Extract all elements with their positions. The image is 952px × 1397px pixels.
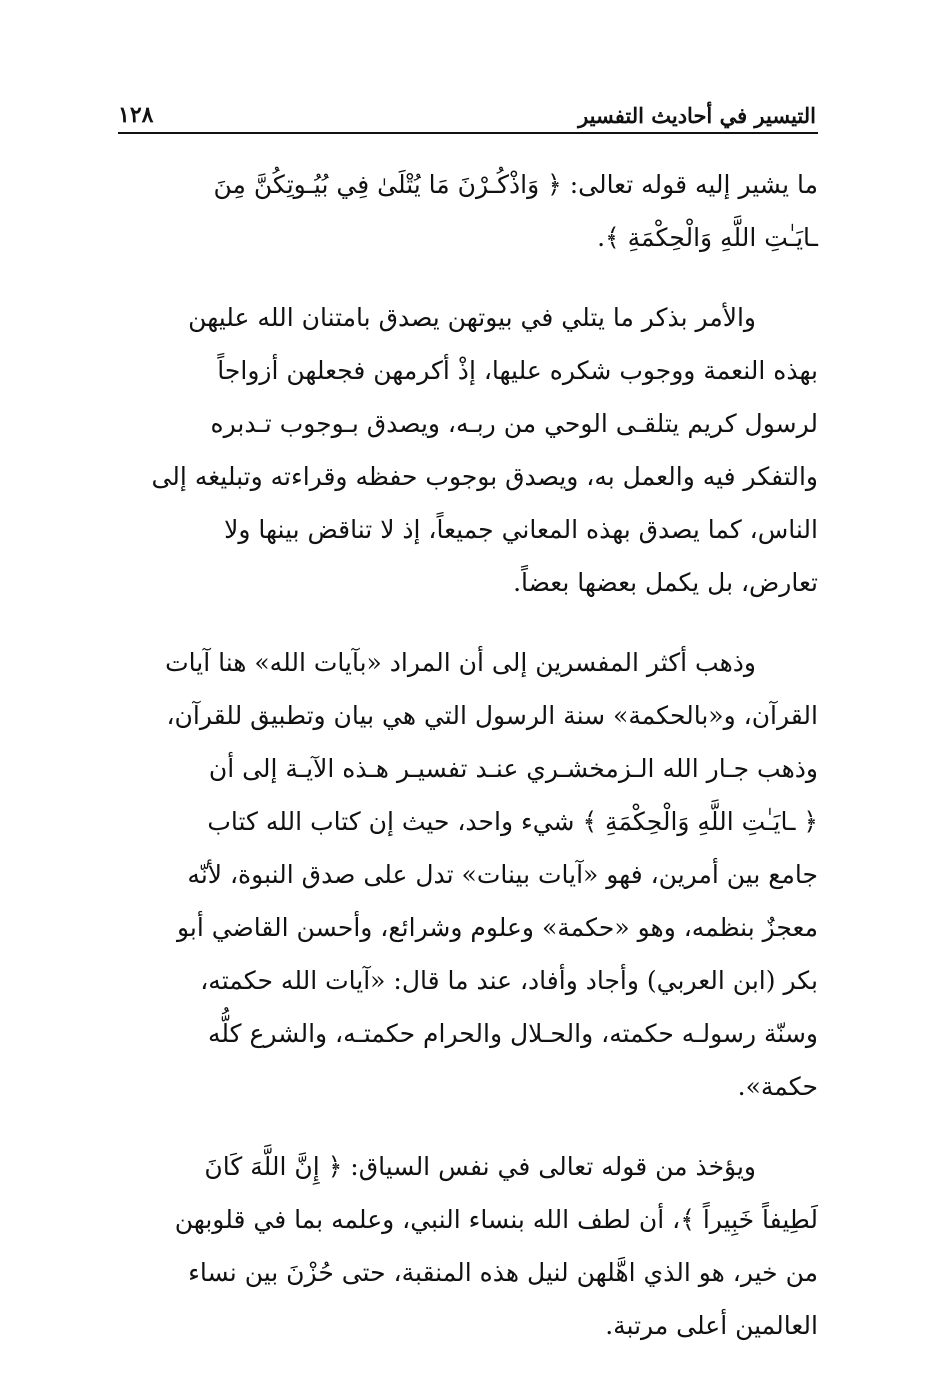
text-line: الناس، كما يصدق بهذه المعاني جميعاً، إذ لا تناقض بينها ولا	[224, 515, 818, 544]
text-line: والأمر بذكر ما يتلي في بيوتهن يصدق بامتنان الله عليهن	[188, 303, 756, 332]
text-line: ـايَـٰتِ اللَّهِ وَالْحِكْمَةِ ﴾.	[597, 223, 818, 252]
paragraph-1	[112, 158, 818, 264]
text-line: العالمين أعلى مرتبة.	[605, 1311, 818, 1340]
text-line: معجزٌ بنظمه، وهو «حكمة» وعلوم وشرائع، وأحسن القاضي أبو	[176, 913, 818, 942]
text-line: تعارض، بل يكمل بعضها بعضاً.	[513, 568, 818, 597]
running-header	[118, 92, 816, 132]
page-body	[112, 158, 818, 1379]
paragraph-3	[112, 636, 818, 1113]
page-number: ١٢٨	[118, 102, 154, 128]
text-line: لرسول كريم يتلقـى الوحي من ربـه، ويصدق بـوجوب تـدبره	[210, 409, 818, 438]
paragraph-2	[112, 291, 818, 609]
text-line: وذهب جـار الله الـزمخشـري عنـد تفسيـر هـذه الآيـة إلى أن	[208, 754, 818, 783]
text-line: من خير، هو الذي اهَّلهن لنيل هذه المنقبة، حتى حُزْنَ بين نساء	[188, 1258, 818, 1287]
text-line: لَطِيفاً خَبِيراً ﴾، أن لطف الله بنساء النبي، وعلمه بما في قلوبهن	[174, 1205, 818, 1234]
text-line: حكمة».	[737, 1072, 818, 1101]
text-line: والتفكر فيه والعمل به، ويصدق بوجوب حفظه وقراءته وتبليغه إلى	[151, 462, 818, 491]
text-line: القرآن، و«بالحكمة» سنة الرسول التي هي بيان وتطبيق للقرآن،	[166, 701, 818, 730]
text-line: ما يشير إليه قوله تعالى: ﴿ وَاذْكُـرْنَ مَا يُتْلَىٰ فِي بُيُـوتِكُنَّ مِنَ	[213, 170, 818, 199]
text-line: ﴿ ـايَـٰتِ اللَّهِ وَالْحِكْمَةِ ﴾ شيء واحد، حيث إن كتاب الله كتاب	[207, 807, 818, 836]
book-title: التيسير في أحاديث التفسير	[578, 103, 816, 128]
header-divider	[118, 132, 818, 134]
text-line: جامع بين أمرين، فهو «آيات بينات» تدل على صدق النبوة، لأنّه	[187, 860, 818, 889]
text-line: بكر (ابن العربي) وأجاد وأفاد، عند ما قال: «آيات الله حكمته،	[200, 966, 818, 995]
paragraph-4	[112, 1140, 818, 1352]
text-line: وذهب أكثر المفسرين إلى أن المراد «بآيات الله» هنا آيات	[165, 648, 756, 677]
text-line: ويؤخذ من قوله تعالى في نفس السياق: ﴿ إِنَّ اللَّهَ كَانَ	[204, 1152, 756, 1181]
text-line: وسنّة رسولـه حكمته، والحـلال والحرام حكمتـه، والشرع كلُّه	[207, 1019, 818, 1048]
text-line: بهذه النعمة ووجوب شكره عليها، إذْ أكرمهن فجعلهن أزواجاً	[217, 356, 818, 385]
